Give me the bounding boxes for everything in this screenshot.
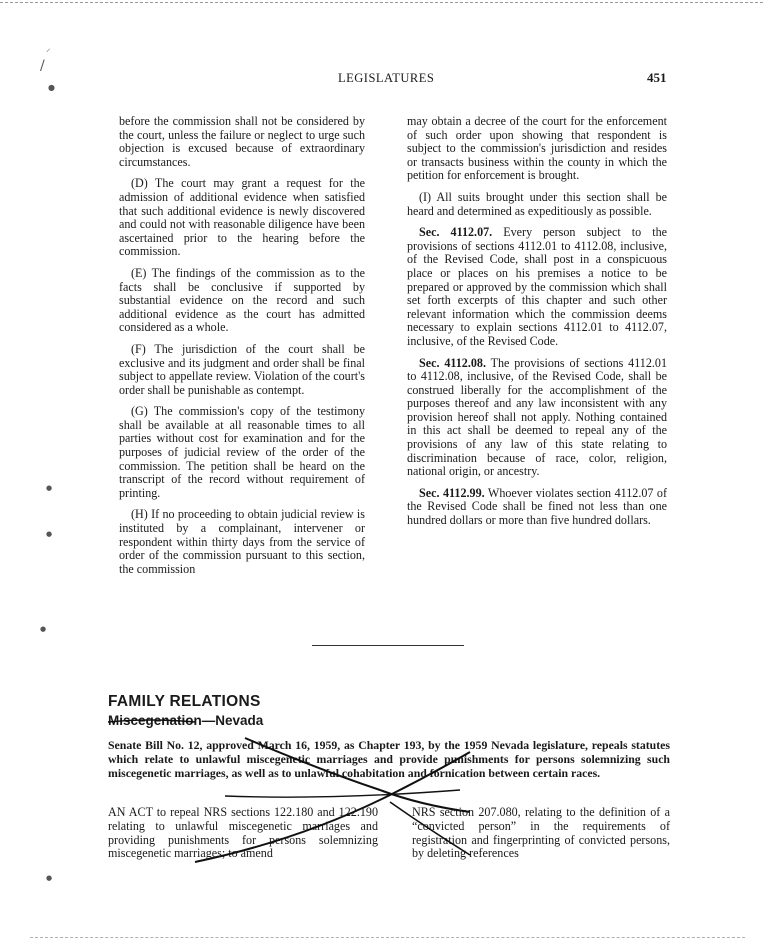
bill-summary: Senate Bill No. 12, approved March 16, 1959, as Chapter 193, by the 1959 Nevada legislature, repeals statutes which relate to unlawful miscegenetic marriages and provide punishments for persons solemnizing such miscegenetic marriages, as well as to unlawful cohabitation and fornication between certain races. [108, 738, 670, 780]
paragraph-h: (H) If no proceeding to obtain judicial review is instituted by a complainant, intervener or respondent within thirty days from the service of order of the commission pursuant to this section, the commission [119, 507, 365, 576]
paragraph-e: (E) The findings of the commission as to the facts shall be conclusive if supported by substantial evidence on the record and such additional evidence as the court has admitted considered as a whole. [119, 265, 365, 335]
left-column [119, 115, 365, 584]
section-4112-08 [407, 357, 667, 479]
section-text: Every person subject to the provisions of sections 4112.01 to 4112.08, inclusive, of the Revised Code, shall post in a conspicuous place or places on his premises a notice to be prepared or approved by the commission which shall set forth excerpts of this chapter and such other relevant information which the commission deems necessary to explain sections 4112.01 to 4112.07, inclusive, of the Revised Code. [407, 225, 667, 348]
margin-mark: ● [46, 874, 53, 882]
margin-mark: ⸍ [46, 48, 51, 58]
section-label: Sec. 4112.99. [419, 485, 485, 500]
section-title: FAMILY RELATIONS [108, 693, 261, 710]
section-label: Sec. 4112.07. [419, 225, 493, 240]
margin-mark: / [40, 58, 45, 74]
scan-edge-top [0, 2, 763, 3]
act-text-right: NRS section 207.080, relating to the definition of a “convicted person” in the requirements of registration and fingerprinting of convicted persons, by deleting references [412, 805, 670, 861]
paragraph-continuation: may obtain a decree of the court for the enforcement of such order upon showing that respondent is subject to the commission's jurisdiction and resides or transacts business within the county in which the petition for enforcement is brought. [407, 114, 667, 183]
paragraph-continuation: before the commission shall not be considered by the court, unless the failure or neglect to urge such objection is excused because of extraordinary circumstances. [119, 114, 365, 169]
section-4112-07 [407, 226, 667, 348]
section-subtitle: Miscegenation—Nevada [108, 713, 264, 728]
running-head: LEGISLATURES [338, 71, 435, 85]
act-text-left: AN ACT to repeal NRS sections 122.180 and 122.190 relating to unlawful miscegenetic marriages and providing punishments for persons solemnizing miscegenetic marriages; to amend [108, 805, 378, 861]
right-column [407, 115, 667, 536]
paragraph-g: (G) The commission's copy of the testimony shall be available at all reasonable times to all parties without cost for examination and for the purposes of judicial review of the order of the commission. The petition shall be heard on the transcript of the record without requirement of printing. [119, 404, 365, 500]
margin-mark: ● [46, 484, 53, 492]
section-4112-99 [407, 487, 667, 528]
paragraph-d: (D) The court may grant a request for the admission of additional evidence when satisfied that such additional evidence is newly discovered and could not with reasonable diligence have been ascertained prior to the hearing before the commission. [119, 176, 365, 259]
margin-mark: ● [46, 530, 53, 538]
paragraph-f: (F) The jurisdiction of the court shall be exclusive and its judgment and order shall be final subject to appellate review. Violation of the court's order shall be punishable as contempt. [119, 341, 365, 397]
paragraph-i: (I) All suits brought under this section shall be heard and determined as expeditiously as possible. [407, 189, 667, 218]
section-text: The provisions of sections 4112.01 to 4112.08, inclusive, of the Revised Code, shall be construed liberally for the accomplishment of the purposes thereof and any law inconsistent with any provision hereof shall not apply. Nothing contained in this act shall be deemed to repeal any of the provisions of any law of this state relating to discrimination because of race, color, religion, national origin, or ancestry. [407, 355, 668, 479]
scan-edge-bottom [30, 937, 745, 938]
margin-mark: ● [40, 625, 47, 633]
section-text: Whoever violates section 4112.07 of the Revised Code shall be fined not less than one hundred dollars or more than five hundred dollars. [407, 485, 667, 528]
margin-mark: ● [48, 83, 55, 92]
page-number: 451 [647, 70, 667, 85]
section-divider [312, 645, 464, 646]
section-label: Sec. 4112.08. [419, 355, 486, 370]
